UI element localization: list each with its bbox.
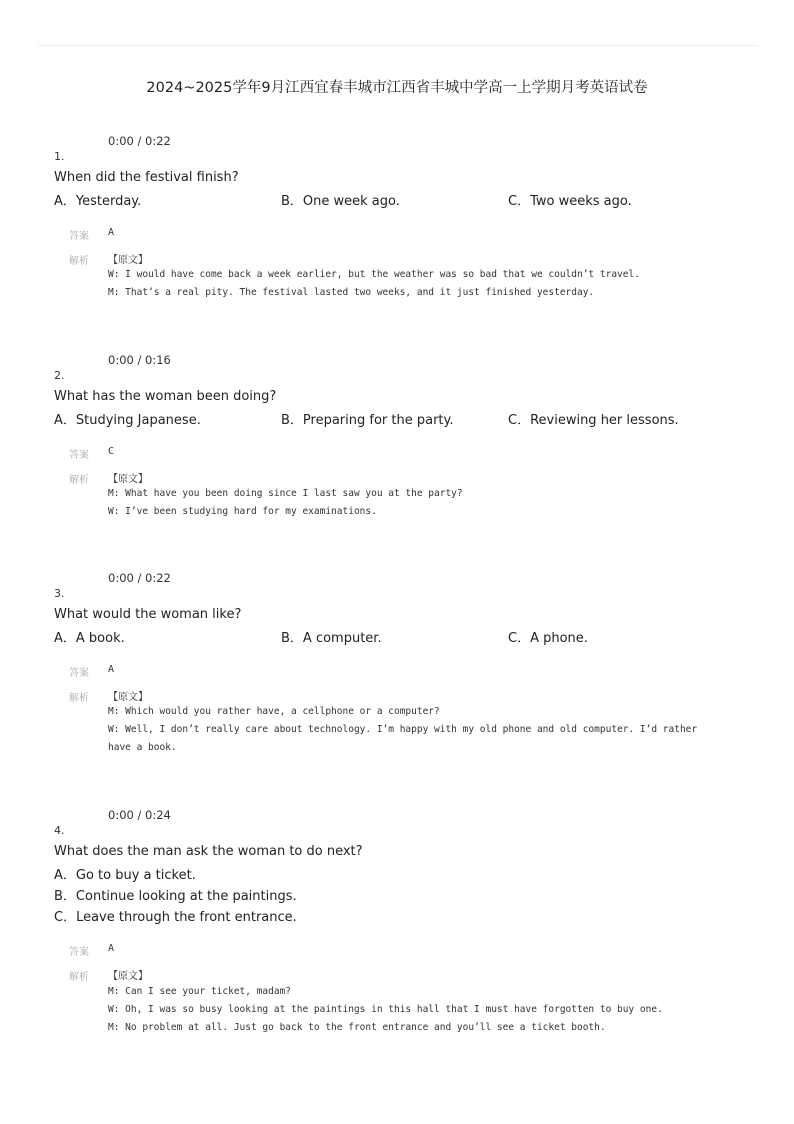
option-a: A．Go to buy a ticket. [54,868,196,883]
answer-value: A [108,943,115,954]
transcript-line: W: Oh, I was so busy looking at the paintings in this hall that I must have forgotten to buy one. [108,1004,663,1015]
transcript-line: M: No problem at all. Just go back to the front entrance and you’ll see a ticket booth. [108,1022,606,1033]
analysis-label: 解析 [69,693,89,704]
transcript-line: M: That’s a real pity. The festival lasted two weeks, and it just finished yesterday. [108,287,595,298]
question-block-1 [0,134,794,298]
question-text: What does the man ask the woman to do next? [54,844,363,859]
top-divider [38,45,758,46]
option-b: B．A computer. [281,631,382,646]
question-number: 2. [54,369,65,382]
question-text: What has the woman been doing? [54,389,277,404]
answer-label: 答案 [69,947,89,958]
answer-value: C [108,446,115,457]
answer-value: A [108,227,115,238]
option-a: A．Yesterday. [54,194,142,209]
audio-player[interactable]: 0:00 / 0:24 [108,808,171,822]
question-text: When did the festival finish? [54,170,239,185]
audio-player[interactable]: 0:00 / 0:22 [108,134,171,148]
option-b: B．Continue looking at the paintings. [54,889,297,904]
transcript-line: W: Well, I don’t really care about technology. I’m happy with my old phone and old computer. I’d rather have a book. [108,724,698,753]
option-c: C．Leave through the front entrance. [54,910,297,925]
analysis-label: 解析 [69,475,89,486]
transcript-line: M: Which would you rather have, a cellphone or a computer? [108,706,440,717]
original-text-header: 【原文】 [108,971,148,982]
option-c: C．Reviewing her lessons. [508,413,679,428]
answer-label: 答案 [69,450,89,461]
question-block-3 [0,571,794,753]
option-c: C．Two weeks ago. [508,194,632,209]
transcript-line: W: I’ve been studying hard for my examinations. [108,506,377,517]
analysis-label: 解析 [69,972,89,983]
option-a: A．Studying Japanese. [54,413,201,428]
analysis-label: 解析 [69,256,89,267]
question-block-2 [0,353,794,517]
transcript-line: M: What have you been doing since I last saw you at the party? [108,488,463,499]
question-text: What would the woman like? [54,607,242,622]
option-a: A．A book. [54,631,125,646]
question-number: 1. [54,150,65,163]
original-text-header: 【原文】 [108,474,148,485]
transcript-line: M: Can I see your ticket, madam? [108,986,292,997]
option-b: B．Preparing for the party. [281,413,454,428]
answer-label: 答案 [69,668,89,679]
original-text-header: 【原文】 [108,692,148,703]
answer-value: A [108,664,115,675]
transcript-line: W: I would have come back a week earlier, but the weather was so bad that we couldn’t travel. [108,269,640,280]
question-block-4 [0,808,794,1033]
option-c: C．A phone. [508,631,588,646]
option-b: B．One week ago. [281,194,400,209]
question-number: 4. [54,824,65,837]
answer-label: 答案 [69,231,89,242]
page-title: 2024~2025学年9月江西宜春丰城市江西省丰城中学高一上学期月考英语试卷 [146,80,648,96]
audio-player[interactable]: 0:00 / 0:22 [108,571,171,585]
original-text-header: 【原文】 [108,255,148,266]
question-number: 3. [54,587,65,600]
audio-player[interactable]: 0:00 / 0:16 [108,353,171,367]
